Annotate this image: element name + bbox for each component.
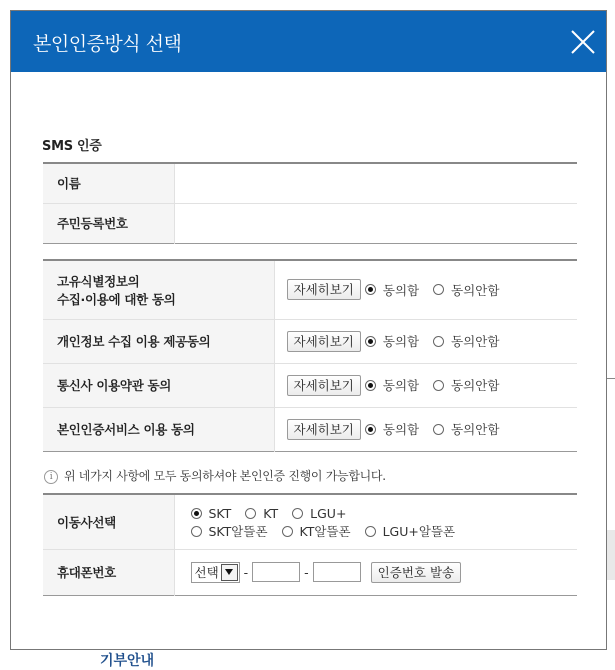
agree-radio[interactable] xyxy=(365,424,376,435)
agree-label: 동의함 xyxy=(382,422,420,437)
detail-button[interactable]: 자세히보기 xyxy=(287,375,361,396)
agreement-controls xyxy=(274,363,577,407)
send-code-button[interactable]: 인증번호 발송 xyxy=(371,562,461,583)
detail-button[interactable]: 자세히보기 xyxy=(287,331,361,352)
carrier-row-1 xyxy=(191,504,578,522)
carrier-row-2 xyxy=(191,522,578,540)
table-row xyxy=(43,549,577,595)
disagree-label: 동의안함 xyxy=(451,422,500,437)
carrier-options xyxy=(174,494,577,549)
disagree-radio[interactable] xyxy=(433,380,444,391)
agreement-controls xyxy=(274,319,577,363)
agreement-label xyxy=(43,260,274,319)
background-footer-link[interactable]: 기부안내 xyxy=(100,653,155,669)
disagree-radio[interactable] xyxy=(433,336,444,347)
carrier-skt-mvno-radio[interactable] xyxy=(191,526,202,537)
phone-inputs xyxy=(174,549,577,595)
rrn-value xyxy=(174,203,577,243)
agreement-controls xyxy=(274,407,577,451)
disagree-label: 동의안함 xyxy=(451,378,500,393)
info-icon: i xyxy=(44,470,58,484)
phone-label: 휴대폰번호 xyxy=(43,549,174,595)
carrier-lgu-mvno-radio[interactable] xyxy=(365,526,376,537)
carrier-phone-table xyxy=(43,493,577,596)
disagree-radio[interactable] xyxy=(433,424,444,435)
carrier-skt-mvno-label: SKT알뜰폰 xyxy=(208,523,268,539)
name-label: 이름 xyxy=(43,163,174,203)
carrier-kt-mvno-radio[interactable] xyxy=(282,526,293,537)
agree-radio[interactable] xyxy=(365,284,376,295)
disagree-radio[interactable] xyxy=(433,284,444,295)
agreement-label-line2: 수집·이용에 대한 동의 xyxy=(57,291,176,307)
agreement-label: 통신사 이용약관 동의 xyxy=(43,363,274,407)
background-panel xyxy=(607,530,615,580)
carrier-lgu-radio[interactable] xyxy=(292,508,303,519)
agree-label: 동의함 xyxy=(382,282,420,298)
phone-middle-input[interactable] xyxy=(252,562,300,582)
agreement-row xyxy=(43,260,577,319)
phone-prefix-select[interactable] xyxy=(191,562,240,583)
phone-last-input[interactable] xyxy=(313,562,361,582)
carrier-lgu-mvno-label: LGU+알뜰폰 xyxy=(382,523,456,539)
background-divider xyxy=(607,378,615,379)
table-row xyxy=(43,163,577,203)
agreement-table xyxy=(43,259,577,452)
agree-label: 동의함 xyxy=(382,334,420,349)
dash: - xyxy=(304,564,309,580)
agreement-label-line1: 고유식별정보의 xyxy=(57,273,140,289)
agreement-row xyxy=(43,363,577,407)
chevron-down-icon xyxy=(221,564,238,581)
agree-radio[interactable] xyxy=(365,380,376,391)
modal-header xyxy=(11,11,606,72)
carrier-kt-mvno-label: KT알뜰폰 xyxy=(299,523,351,539)
carrier-skt-label: SKT xyxy=(208,505,232,521)
dash: - xyxy=(243,564,249,580)
auth-method-modal xyxy=(10,10,607,650)
carrier-label: 이동사선택 xyxy=(43,494,174,549)
agreement-row xyxy=(43,407,577,451)
detail-button[interactable]: 자세히보기 xyxy=(287,279,361,300)
carrier-kt-radio[interactable] xyxy=(245,508,256,519)
modal-title: 본인인증방식 선택 xyxy=(33,33,182,55)
identity-table xyxy=(43,162,577,244)
name-value xyxy=(174,163,577,203)
agreement-label: 개인정보 수집 이용 제공동의 xyxy=(43,319,274,363)
detail-button[interactable]: 자세히보기 xyxy=(287,419,361,440)
agreement-row xyxy=(43,319,577,363)
agreement-controls xyxy=(274,260,577,319)
carrier-skt-radio[interactable] xyxy=(191,508,202,519)
notice xyxy=(44,467,386,484)
table-row xyxy=(43,494,577,549)
table-row xyxy=(43,203,577,243)
section-title: SMS 인증 xyxy=(42,139,102,154)
notice-text: 위 네가지 사항에 모두 동의하셔야 본인인증 진행이 가능합니다. xyxy=(64,469,386,483)
carrier-lgu-label: LGU+ xyxy=(310,505,347,521)
phone-prefix-value: 선택 xyxy=(194,564,219,580)
disagree-label: 동의안함 xyxy=(451,334,500,349)
carrier-kt-label: KT xyxy=(263,505,279,521)
close-icon[interactable] xyxy=(570,29,596,55)
agree-radio[interactable] xyxy=(365,336,376,347)
agreement-label: 본인인증서비스 이용 동의 xyxy=(43,407,274,451)
disagree-label: 동의안함 xyxy=(451,282,500,298)
rrn-label: 주민등록번호 xyxy=(43,203,174,243)
agree-label: 동의함 xyxy=(382,378,420,393)
